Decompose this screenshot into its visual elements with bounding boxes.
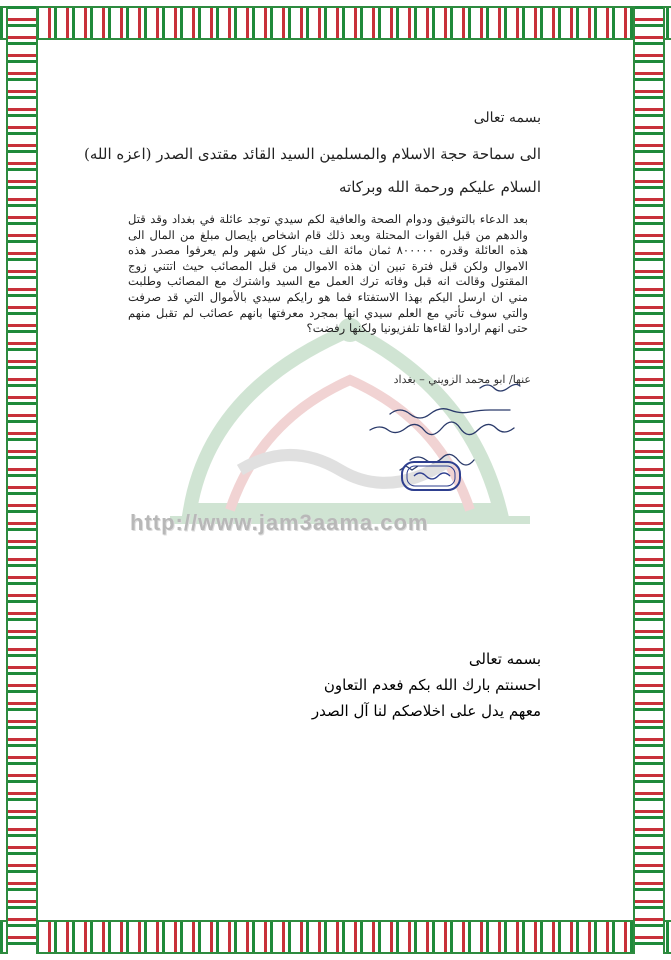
decorative-border-top xyxy=(0,6,671,40)
typed-reply-line-3: معهم يدل على اخلاصكم لنا آل الصدر xyxy=(311,702,541,720)
decorative-border-bottom xyxy=(0,920,671,954)
decorative-border-left xyxy=(6,6,38,954)
letter-basmala: بسمه تعالى xyxy=(473,110,541,126)
letter-addressee: الى سماحة حجة الاسلام والمسلمين السيد القائد مقتدى الصدر (اعزه الله) xyxy=(84,145,541,163)
typed-reply-line-2: احسنتم بارك الله بكم فعدم التعاون xyxy=(323,676,541,694)
watermark-url: http://www.jam3aama.com xyxy=(130,510,429,535)
official-stamp xyxy=(400,460,462,492)
typed-reply-line-1: بسمه تعالى xyxy=(468,650,541,668)
decorative-border-right xyxy=(633,6,665,954)
letter-signature: عنها/ ابو محمد الزويني – بغداد xyxy=(393,373,531,386)
letter-body: بعد الدعاء بالتوفيق ودوام الصحة والعافية لكم سيدي توجد عائلة في بغداد وقد قتل والدهم من قبل القوات المحتلة وبعد ذلك قام اشخاص بإيصال مبلغ من المال الى هذه العائلة وقدره ٨٠٠٠٠٠ ثمان مائة الف دينار كل شهر ولم يعرفوا مصدر هذه الاموال ولكن قبل فترة تبين ان هذه الاموال من قبل المصائب حيث اتتني زوج المقتول وقالت انه قبل وفاته ترك العمل مع السيد واشترك مع المصائب وطلبت مني ان ارسل اليكم بهذا الاستفتاء فما هو رايكم سيدي بالأموال التي قد صرفت والتي سوف تأتي مع العلم سيدي انها بمجرد معرفتها بانهم عصائب لم تقبل منهم حتى انهم ارادوا لقاءها تلفزيونيا ولكنها رفضت؟ xyxy=(128,212,528,336)
letter-greeting: السلام عليكم ورحمة الله وبركاته xyxy=(339,178,541,196)
